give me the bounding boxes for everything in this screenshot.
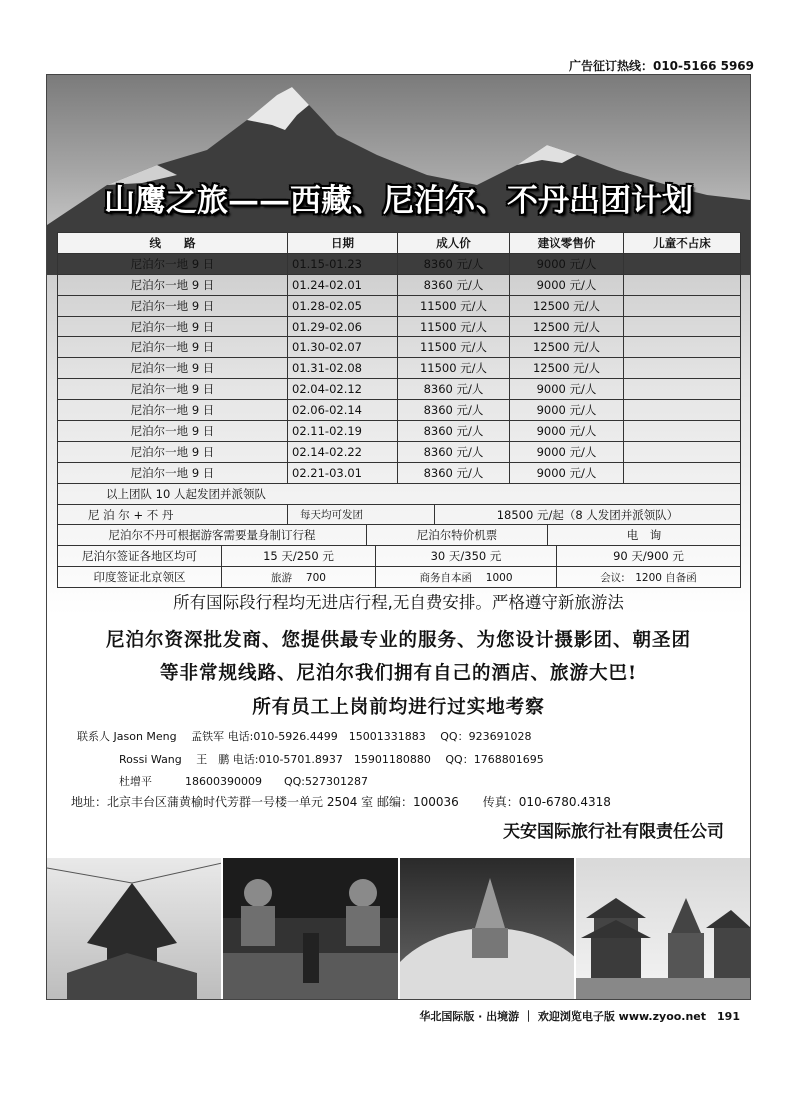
pagoda-icon — [576, 858, 750, 999]
group-note-row — [58, 483, 741, 504]
visa-detail — [58, 546, 741, 567]
route-cell: 尼泊尔一地 9 日 — [58, 421, 288, 442]
route-cell: 尼泊尔一地 9 日 — [58, 358, 288, 379]
col-child-no-bed: 儿童不占床 — [624, 233, 741, 254]
custom-detail — [58, 525, 741, 546]
date-cell: 02.04-02.12 — [288, 379, 398, 400]
child-price-cell — [624, 421, 741, 442]
contact-line-3: 杜增平 18600390009 QQ:527301287 — [119, 775, 368, 788]
adult-price-cell: 8360 元/人 — [398, 462, 510, 483]
mountain-banner — [47, 75, 750, 615]
adult-price-cell: 11500 元/人 — [398, 337, 510, 358]
stupa-photo — [47, 858, 223, 999]
dome-icon — [400, 858, 575, 999]
adult-price-cell: 11500 元/人 — [398, 316, 510, 337]
date-cell: 02.14-02.22 — [288, 441, 398, 462]
child-price-cell — [624, 379, 741, 400]
custom-row — [58, 525, 741, 546]
ad-hotline: 广告征订热线：010-5166 5969 — [568, 59, 754, 73]
retail-price-cell: 9000 元/人 — [510, 441, 624, 462]
boudhanath-photo — [400, 858, 576, 999]
child-price-cell — [624, 337, 741, 358]
bhutan-detail — [288, 504, 741, 525]
date-cell: 01.30-02.07 — [288, 337, 398, 358]
bhutan-row — [58, 504, 741, 525]
page-footer: 华北国际版 · 出境游 ｜ 欢迎浏览电子版 www.zyoo.net 191 — [419, 1010, 740, 1023]
regulation-notice: 所有国际段行程均无进店行程,无自费安排。严格遵守新旅游法 — [173, 593, 624, 612]
custom-itinerary-label: 尼泊尔不丹可根据游客需要量身制订行程 — [58, 525, 367, 545]
child-price-cell — [624, 462, 741, 483]
adult-price-cell: 8360 元/人 — [398, 253, 510, 274]
table-row — [58, 400, 741, 421]
retail-price-cell: 12500 元/人 — [510, 337, 624, 358]
india-tour-visa: 旅游 700 — [222, 567, 376, 587]
child-price-cell — [624, 295, 741, 316]
col-retail-price: 建议零售价 — [510, 233, 624, 254]
retail-price-cell: 9000 元/人 — [510, 400, 624, 421]
child-price-cell — [624, 441, 741, 462]
route-cell: 尼泊尔一地 9 日 — [58, 379, 288, 400]
retail-price-cell: 12500 元/人 — [510, 358, 624, 379]
route-cell: 尼泊尔一地 9 日 — [58, 400, 288, 421]
date-cell: 01.29-02.06 — [288, 316, 398, 337]
child-price-cell — [624, 358, 741, 379]
india-visa-label: 印度签证北京领区 — [58, 567, 222, 587]
adult-price-cell: 11500 元/人 — [398, 295, 510, 316]
group-note: 以上团队 10 人起发团并派领队 — [58, 483, 741, 504]
table-row — [58, 379, 741, 400]
adult-price-cell: 8360 元/人 — [398, 274, 510, 295]
retail-price-cell: 9000 元/人 — [510, 274, 624, 295]
statue-icon — [223, 858, 398, 999]
date-cell: 02.11-02.19 — [288, 421, 398, 442]
custom-subtable — [58, 525, 740, 545]
route-cell: 尼泊尔一地 9 日 — [58, 316, 288, 337]
table-row — [58, 358, 741, 379]
visa-90-day: 90 天/900 元 — [613, 549, 684, 564]
bhutan-label: 尼 泊 尔 + 不 丹 — [58, 504, 288, 525]
contact-line-1: 联系人 Jason Meng 孟铁军 电话:010-5926.4499 15001331883 QQ：923691028 — [77, 730, 532, 743]
retail-price-cell: 12500 元/人 — [510, 316, 624, 337]
visa-subtable — [58, 546, 740, 566]
table-row — [58, 421, 741, 442]
table-header-row — [58, 233, 741, 254]
retail-price-cell: 12500 元/人 — [510, 295, 624, 316]
contact-line-2: Rossi Wang 王 鹏 电话:010-5701.8937 15901180880 QQ：1768801695 — [119, 753, 544, 766]
visa-15-day: 15 天/250 元 — [222, 546, 376, 566]
flight-label: 尼泊尔特价机票 — [367, 525, 548, 545]
date-cell: 01.31-02.08 — [288, 358, 398, 379]
retail-price-cell: 9000 元/人 — [510, 253, 624, 274]
retail-price-cell: 9000 元/人 — [510, 421, 624, 442]
bhutan-price: 18500 元/起（8 人发团并派领队） — [496, 507, 679, 522]
route-cell: 尼泊尔一地 9 日 — [58, 337, 288, 358]
date-cell: 02.21-03.01 — [288, 462, 398, 483]
date-cell: 01.15-01.23 — [288, 253, 398, 274]
india-visa-row — [58, 567, 741, 588]
durbar-square-photo — [576, 858, 750, 999]
tour-schedule-table — [57, 232, 741, 588]
date-cell: 01.24-02.01 — [288, 274, 398, 295]
page-title: 山鹰之旅——西藏、尼泊尔、不丹出团计划 — [104, 183, 693, 219]
adult-price-cell: 8360 元/人 — [398, 379, 510, 400]
stupa-icon — [47, 858, 222, 999]
route-cell: 尼泊尔一地 9 日 — [58, 295, 288, 316]
table-row — [58, 337, 741, 358]
retail-price-cell: 9000 元/人 — [510, 379, 624, 400]
adult-price-cell: 8360 元/人 — [398, 400, 510, 421]
promo-line-2: 等非常规线路、尼泊尔我们拥有自己的酒店、旅游大巴! — [159, 663, 638, 684]
bhutan-frequency: 每天均可发团 — [288, 505, 435, 525]
table-row — [58, 295, 741, 316]
child-price-cell — [624, 400, 741, 421]
photo-strip — [47, 858, 750, 999]
visa-30-day: 30 天/350 元 — [376, 546, 557, 566]
india-subtable — [58, 567, 740, 587]
india-conference-visa: 会议: 1200 自备函 — [600, 571, 697, 584]
table-row — [58, 274, 741, 295]
child-price-cell — [624, 274, 741, 295]
col-route: 线 路 — [58, 233, 288, 254]
table-row — [58, 316, 741, 337]
ad-frame — [46, 74, 751, 1000]
india-detail — [58, 567, 741, 588]
temple-statues-photo — [223, 858, 399, 999]
table-row — [58, 253, 741, 274]
route-cell: 尼泊尔一地 9 日 — [58, 253, 288, 274]
col-date: 日期 — [288, 233, 398, 254]
india-business-visa: 商务自本函 1000 — [376, 567, 557, 587]
table-row — [58, 441, 741, 462]
promo-line-1: 尼泊尔资深批发商、您提供最专业的服务、为您设计摄影团、朝圣团 — [105, 630, 691, 651]
child-price-cell — [624, 316, 741, 337]
flight-value: 电 询 — [626, 528, 662, 543]
date-cell: 01.28-02.05 — [288, 295, 398, 316]
promo-line-3: 所有员工上岗前均进行过实地考察 — [252, 697, 545, 718]
visa-label: 尼泊尔签证各地区均可 — [58, 546, 222, 566]
bhutan-subtable — [288, 505, 740, 525]
adult-price-cell: 8360 元/人 — [398, 421, 510, 442]
child-price-cell — [624, 253, 741, 274]
table-row — [58, 462, 741, 483]
visa-row — [58, 546, 741, 567]
route-cell: 尼泊尔一地 9 日 — [58, 441, 288, 462]
adult-price-cell: 11500 元/人 — [398, 358, 510, 379]
address: 地址：北京丰台区蒲黄榆时代芳群一号楼一单元 2504 室 邮编：100036 传真：010-6780.4318 — [71, 795, 611, 809]
adult-price-cell: 8360 元/人 — [398, 441, 510, 462]
col-adult-price: 成人价 — [398, 233, 510, 254]
route-cell: 尼泊尔一地 9 日 — [58, 274, 288, 295]
date-cell: 02.06-02.14 — [288, 400, 398, 421]
retail-price-cell: 9000 元/人 — [510, 462, 624, 483]
route-cell: 尼泊尔一地 9 日 — [58, 462, 288, 483]
company-name: 天安国际旅行社有限责任公司 — [503, 822, 724, 842]
